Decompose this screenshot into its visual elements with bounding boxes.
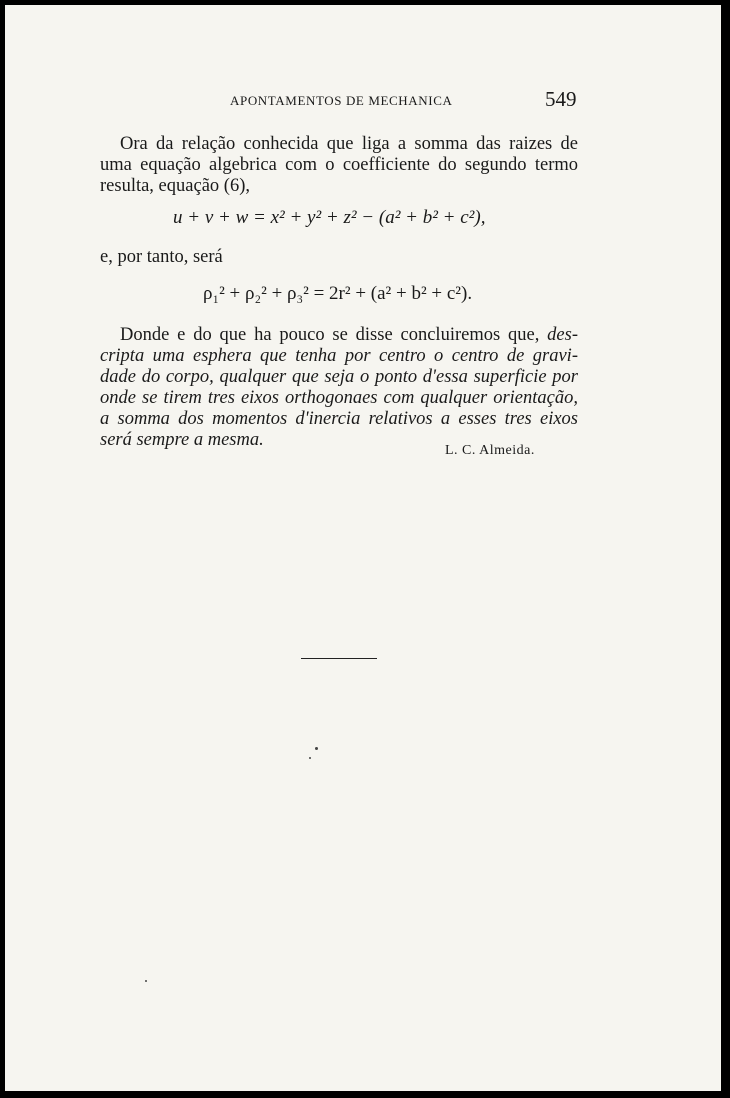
paragraph-2-line: e, por tanto, será [100, 247, 223, 267]
paragraph-3-line: cripta uma esphera que tenha por centro o centro de gravi- [100, 346, 578, 366]
end-rule [301, 658, 377, 659]
paragraph-1 [100, 134, 578, 197]
paragraph-3 [100, 325, 578, 451]
paragraph-2 [100, 247, 578, 268]
paragraph-3-line: onde se tirem tres eixos orthogonaes com qualquer orientação, [100, 388, 578, 408]
ink-speck [309, 757, 311, 759]
paragraph-1-line: uma equação algebrica com o coefficiente do segundo termo [100, 155, 578, 175]
running-head: APONTAMENTOS DE MECHANICA [230, 93, 453, 108]
paragraph-3-italic: des- [547, 325, 578, 345]
page-number: 549 [545, 87, 577, 111]
author-signature: L. C. Almeida. [445, 443, 535, 458]
paragraph-3-line: a somma dos momentos d'inercia relativos a esses tres eixos [100, 409, 578, 429]
paragraph-3-line [100, 325, 578, 346]
ink-speck [145, 980, 147, 982]
ink-speck [315, 747, 318, 750]
equation-rho-sum: ρ₁² + ρ₂² + ρ₃² = 2r² + (a² + b² + c²). [203, 283, 473, 304]
paragraph-3-line: será sempre a mesma. [100, 430, 264, 450]
paragraph-1-line: Ora da relação conhecida que liga a somma das raizes de [120, 134, 578, 154]
paragraph-3-roman: Donde e do que ha pouco se disse concluiremos que, [120, 325, 548, 345]
equation-sum-roots: u + v + w = x² + y² + z² − (a² + b² + c²), [173, 207, 486, 228]
paragraph-1-line: resulta, equação (6), [100, 176, 250, 196]
document-page [5, 5, 721, 1091]
paragraph-3-line: dade do corpo, qualquer que seja o ponto d'essa superficie por [100, 367, 578, 387]
